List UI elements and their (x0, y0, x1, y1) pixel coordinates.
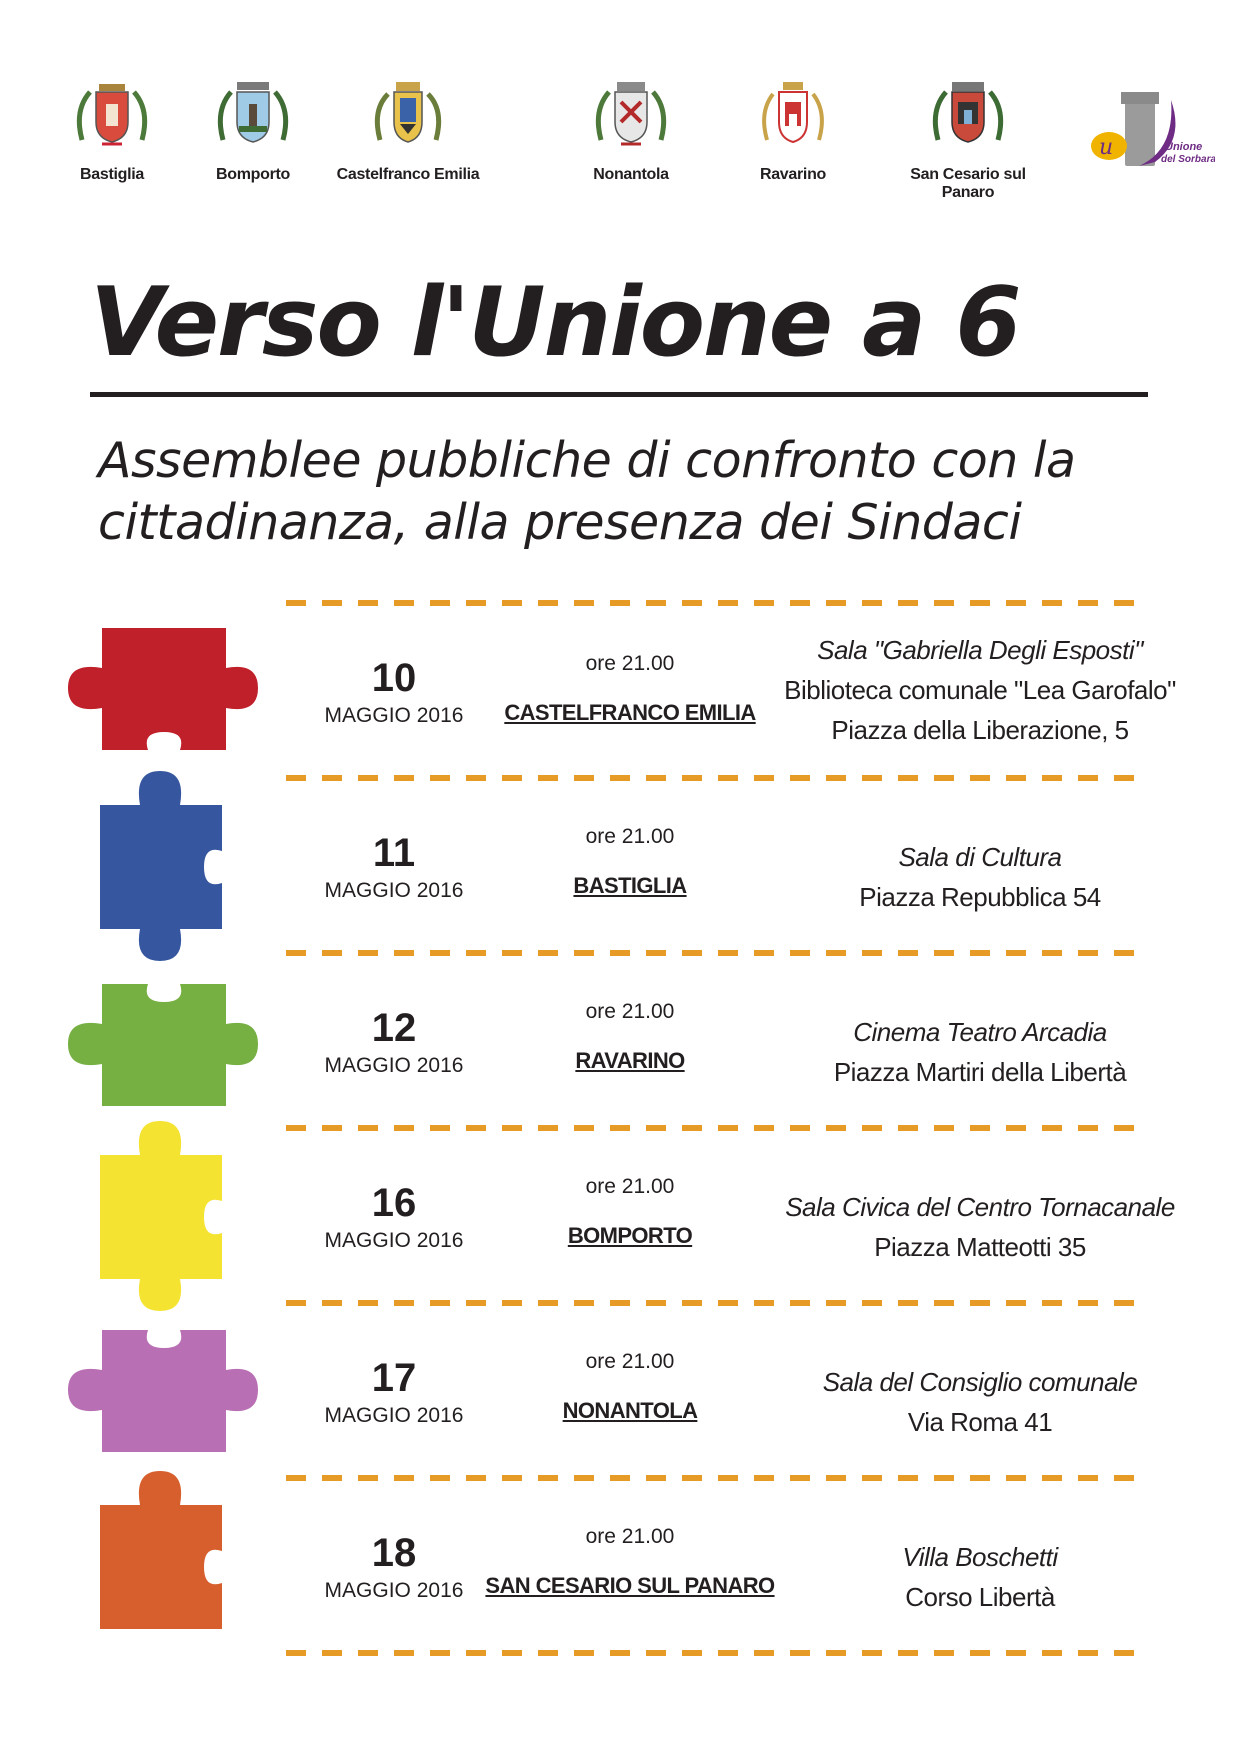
venue-name: Sala Civica del Centro Tornacanale (785, 1192, 1175, 1222)
puzzle-piece-shape (68, 984, 258, 1106)
event-time: ore 21.00 (585, 1350, 675, 1373)
castelfranco-crest-icon (368, 80, 448, 150)
puzzle-piece-shape (100, 1471, 222, 1629)
event-month: MAGGIO 2016 (324, 879, 464, 902)
venue-name: Villa Boschetti (902, 1542, 1058, 1572)
event-row (0, 962, 1240, 1138)
event-day: 11 (372, 831, 416, 875)
venue-name: Cinema Teatro Arcadia (853, 1017, 1107, 1047)
page-title: Verso l'Unione a 6 (90, 268, 1020, 378)
unione-del-sorbara-logo (1085, 90, 1215, 170)
puzzle-piece-blue-icon (100, 771, 232, 961)
event-month: MAGGIO 2016 (324, 1229, 464, 1252)
event-day: 12 (371, 1006, 417, 1050)
municipality-name: Castelfranco Emilia (336, 166, 480, 183)
event-venue (760, 837, 1200, 917)
event-day: 18 (371, 1531, 417, 1575)
puzzle-piece-orange-icon (100, 1471, 232, 1661)
puzzle-piece-shape (68, 1330, 258, 1452)
puzzle-piece-yellow-icon (100, 1121, 232, 1311)
venue-line-2: Biblioteca comunale "Lea Garofalo" (784, 675, 1176, 705)
event-time: ore 21.00 (585, 1000, 675, 1023)
event-row (0, 1312, 1240, 1488)
event-venue (760, 1362, 1200, 1442)
logo-castelfranco-emilia (323, 80, 493, 184)
subtitle-line-2: cittadinanza, alla presenza dei Sindaci (98, 494, 1022, 551)
puzzle-piece-shape (68, 628, 258, 750)
event-row (0, 1137, 1240, 1313)
venue-address: Corso Libertà (905, 1582, 1055, 1612)
event-month: MAGGIO 2016 (324, 1054, 464, 1077)
event-month: MAGGIO 2016 (324, 704, 464, 727)
puzzle-piece-purple-icon (68, 1320, 258, 1452)
municipality-name: San Cesario sul Panaro (910, 166, 1026, 201)
event-venue (760, 1187, 1200, 1267)
event-row (0, 612, 1240, 788)
municipality-name: Bomporto (215, 166, 291, 183)
event-town: CASTELFRANCO EMILIA (504, 700, 756, 725)
venue-name: Sala del Consiglio comunale (822, 1367, 1138, 1397)
venue-address: Via Roma 41 (907, 1407, 1053, 1437)
logo-ravarino (708, 80, 878, 184)
event-venue (760, 630, 1200, 750)
event-month: MAGGIO 2016 (324, 1579, 464, 1602)
ravarino-crest-icon (753, 80, 833, 150)
venue-name: Sala di Cultura (898, 842, 1062, 872)
bastiglia-crest-icon (72, 80, 152, 150)
event-time: ore 21.00 (585, 825, 675, 848)
logo-nonantola (546, 80, 716, 184)
municipality-name: Bastiglia (80, 166, 144, 183)
logo-label-line1: Unione (1165, 141, 1203, 153)
event-town: BOMPORTO (567, 1223, 693, 1248)
event-town: BASTIGLIA (573, 873, 687, 898)
subtitle-line-1: Assemblee pubbliche di confronto con la (98, 432, 1076, 489)
logo-letter: u (1099, 135, 1114, 160)
puzzle-piece-shape (100, 771, 222, 961)
venue-name: Sala "Gabriella Degli Esposti" (817, 635, 1143, 665)
event-time: ore 21.00 (585, 1525, 675, 1548)
san-cesario-crest-icon (928, 80, 1008, 150)
event-venue (760, 1537, 1200, 1617)
event-town: RAVARINO (575, 1048, 685, 1073)
bomporto-crest-icon (213, 80, 293, 150)
venue-address: Piazza della Liberazione, 5 (831, 715, 1129, 745)
venue-address: Piazza Repubblica 54 (859, 882, 1101, 912)
title-underline (90, 392, 1148, 397)
unione-sorbara-emblem-icon (1085, 90, 1215, 170)
nonantola-crest-icon (591, 80, 671, 150)
event-day: 17 (371, 1356, 417, 1400)
logo-label-line2: del Sorbara (1161, 154, 1215, 165)
puzzle-piece-green-icon (68, 974, 258, 1106)
event-day: 10 (371, 656, 417, 700)
venue-address: Piazza Martiri della Libertà (833, 1057, 1127, 1087)
event-row (0, 787, 1240, 963)
municipality-name: Ravarino (759, 166, 827, 183)
event-venue (760, 1012, 1200, 1092)
logo-bomporto (168, 80, 338, 184)
event-town: NONANTOLA (562, 1398, 698, 1423)
puzzle-piece-red-icon (68, 628, 258, 760)
municipality-logos (0, 80, 1240, 200)
municipality-name: Nonantola (593, 166, 669, 183)
puzzle-piece-shape (100, 1121, 222, 1311)
event-time: ore 21.00 (585, 652, 675, 675)
event-day: 16 (371, 1181, 417, 1225)
event-month: MAGGIO 2016 (324, 1404, 464, 1427)
event-time: ore 21.00 (585, 1175, 675, 1198)
event-row (0, 1487, 1240, 1663)
subtitle (98, 430, 1158, 554)
venue-address: Piazza Matteotti 35 (874, 1232, 1086, 1262)
logo-san-cesario (883, 80, 1053, 202)
event-town: SAN CESARIO SUL PANARO (485, 1573, 775, 1598)
dashed-divider (286, 600, 1144, 606)
